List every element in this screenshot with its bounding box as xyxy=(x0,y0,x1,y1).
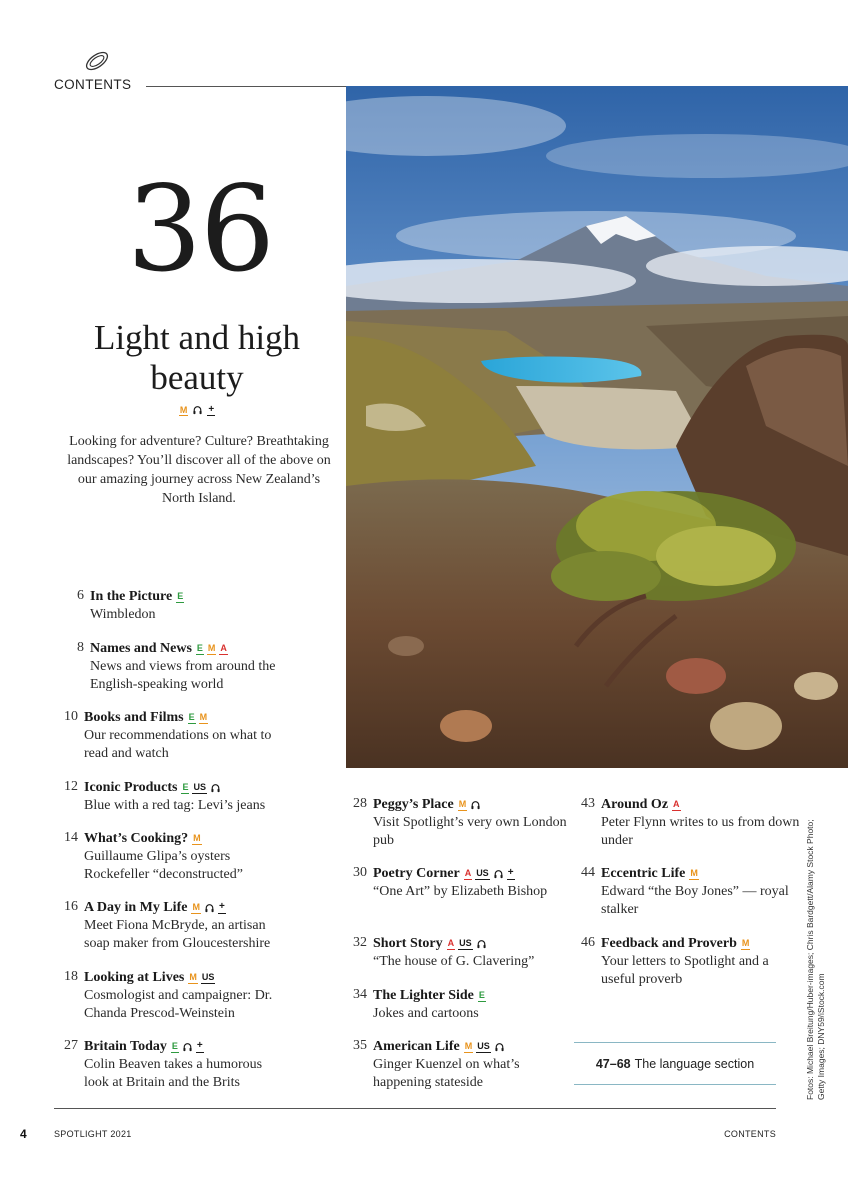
entry-badges xyxy=(478,990,486,1002)
entry-page-number: 43 xyxy=(581,796,595,811)
entry-title-line xyxy=(601,795,801,814)
entry-title-line xyxy=(373,864,573,883)
language-section-label: The language section xyxy=(634,1056,755,1071)
entry-description: Meet Fiona McBryde, an artisan soap maker from Gloucestershire xyxy=(84,918,271,951)
entry-title: In the Picture xyxy=(90,589,173,604)
entry-body xyxy=(90,639,290,694)
entry-title: The Lighter Side xyxy=(373,988,474,1003)
entry-title-line xyxy=(84,778,284,797)
entry-page-number: 12 xyxy=(64,779,78,794)
entry-page-number: 30 xyxy=(353,865,367,880)
hero-photo xyxy=(346,86,848,768)
headphones-icon xyxy=(493,868,504,880)
level-badge-a: A xyxy=(220,643,227,653)
entry-description: Edward “the Boy Jones” — royal stalker xyxy=(601,884,789,917)
entry-title: Poetry Corner xyxy=(373,866,460,881)
entry-description: “The house of G. Clavering” xyxy=(373,954,535,969)
entry-body xyxy=(84,898,284,953)
entry-body xyxy=(373,934,573,971)
entry-body xyxy=(373,1037,573,1092)
entry-title-line xyxy=(84,708,284,727)
entry-title-line xyxy=(84,968,284,987)
level-badge-m: M xyxy=(741,938,750,948)
entry-title: Names and News xyxy=(90,641,192,656)
entry-body xyxy=(601,795,801,850)
level-badge-us: US xyxy=(476,868,489,878)
headphones-icon xyxy=(182,1041,193,1053)
entry-title: American Life xyxy=(373,1039,460,1054)
entry-page-number: 18 xyxy=(64,969,78,984)
entry-body xyxy=(84,1037,284,1092)
entry-body xyxy=(84,778,284,815)
entry-title: Peggy’s Place xyxy=(373,797,454,812)
entry-badges xyxy=(741,938,751,950)
entry-title: What’s Cooking? xyxy=(84,831,189,846)
entry-description: Guillaume Glipa’s oysters Rockefeller “deconstructed” xyxy=(84,849,243,882)
entry-title-line xyxy=(90,587,290,606)
entry-description: Your letters to Spotlight and a useful proverb xyxy=(601,954,769,987)
entry-badges xyxy=(171,1041,204,1053)
entry-description: Visit Spotlight’s very own London pub xyxy=(373,815,567,848)
level-badge-a: A xyxy=(447,938,455,948)
level-badge-m: M xyxy=(199,712,208,722)
headphones-icon xyxy=(470,799,481,811)
level-badge-us: US xyxy=(459,938,472,948)
entry-title-line xyxy=(84,1037,284,1056)
entry-body xyxy=(601,864,801,919)
entry-title-line xyxy=(373,795,573,814)
entry-title-line xyxy=(373,934,573,953)
level-badge-e: E xyxy=(182,782,189,792)
headphones-icon xyxy=(210,782,221,794)
entry-title: Books and Films xyxy=(84,710,184,725)
entry-page-number: 6 xyxy=(77,588,84,603)
level-badge-us: US xyxy=(201,972,215,982)
plus-badge-icon: + xyxy=(218,901,225,912)
entry-title: Around Oz xyxy=(601,797,669,812)
entry-badges xyxy=(191,902,225,914)
entry-badges xyxy=(192,833,202,845)
entry-title-line xyxy=(373,986,573,1005)
entry-page-number: 32 xyxy=(353,935,367,950)
feature-page-number: 36 xyxy=(126,160,274,298)
entry-page-number: 46 xyxy=(581,935,595,950)
entry-page-number: 16 xyxy=(64,899,78,914)
language-section-box[interactable] xyxy=(574,1042,776,1085)
entry-page-number: 35 xyxy=(353,1038,367,1053)
entry-title-line xyxy=(84,829,284,848)
language-section-pages: 47–68 xyxy=(595,1056,631,1071)
section-label: CONTENTS xyxy=(54,77,132,92)
feature-description: Looking for adventure? Culture? Breathtaking landscapes? You’ll discover all of the above on our amazing journey across New Zealand’s North Island. xyxy=(67,434,331,506)
level-badge-e: E xyxy=(171,1041,178,1051)
level-badge-m: M xyxy=(464,1041,473,1051)
entry-badges xyxy=(689,868,699,880)
entry-description: Blue with a red tag: Levi’s jeans xyxy=(84,798,266,813)
entry-badges xyxy=(188,972,215,984)
feature-title-line2: beauty xyxy=(150,358,244,397)
entry-title-line xyxy=(84,898,284,917)
entry-description: Peter Flynn writes to us from down under xyxy=(601,815,800,848)
level-badge-e: E xyxy=(478,990,485,1000)
plus-badge-icon: + xyxy=(208,403,215,415)
headphones-icon xyxy=(204,902,215,914)
level-badge-us: US xyxy=(193,782,206,792)
entry-description: Colin Beaven takes a humorous look at Britain and the Brits xyxy=(84,1057,263,1090)
feature-level-badges xyxy=(52,404,342,416)
entry-badges xyxy=(464,1041,505,1053)
entry-description: Our recommendations on what to read and watch xyxy=(84,728,272,761)
headphones-icon xyxy=(192,404,203,416)
level-badge-a: A xyxy=(673,799,680,809)
entry-description: Wimbledon xyxy=(90,607,156,622)
entry-page-number: 10 xyxy=(64,709,78,724)
entry-page-number: 34 xyxy=(353,987,367,1002)
level-badge-m: M xyxy=(193,833,201,843)
entry-badges xyxy=(458,799,482,811)
entry-title: Short Story xyxy=(373,936,443,951)
entry-page-number: 44 xyxy=(581,865,595,880)
entry-page-number: 27 xyxy=(64,1038,78,1053)
entry-badges xyxy=(181,782,221,794)
plus-badge-icon: + xyxy=(196,1040,203,1051)
level-badge-m: M xyxy=(189,972,197,982)
entry-title: A Day in My Life xyxy=(84,900,188,915)
entry-body xyxy=(84,829,284,884)
headphones-icon xyxy=(476,938,487,950)
page-number: 4 xyxy=(20,1127,27,1141)
bottom-divider xyxy=(54,1108,776,1109)
plus-badge-icon: + xyxy=(507,867,514,878)
level-badge-e: E xyxy=(196,643,203,653)
level-badge-e: E xyxy=(188,712,195,722)
paperclip-logo-icon xyxy=(82,48,112,74)
footer-magazine: SPOTLIGHT 2021 xyxy=(54,1129,132,1139)
entry-description: Cosmologist and campaigner: Dr. Chanda Prescod-Weinstein xyxy=(84,988,273,1021)
level-badge-m: M xyxy=(179,404,188,415)
entry-title: Looking at Lives xyxy=(84,970,185,985)
entry-description: News and views from around the English-speaking world xyxy=(90,659,276,692)
entry-title: Eccentric Life xyxy=(601,866,686,881)
entry-title-line xyxy=(601,934,801,953)
level-badge-m: M xyxy=(192,902,200,912)
level-badge-m: M xyxy=(207,643,216,653)
entry-page-number: 28 xyxy=(353,796,367,811)
entry-badges xyxy=(672,799,681,811)
entry-body xyxy=(373,795,573,850)
entry-body xyxy=(373,986,573,1023)
entry-description: Ginger Kuenzel on what’s happening stateside xyxy=(373,1057,520,1090)
feature-title[interactable] xyxy=(52,318,342,398)
level-badge-m: M xyxy=(458,799,467,809)
footer-section: CONTENTS xyxy=(724,1129,776,1139)
entry-body xyxy=(373,864,573,901)
level-badge-m: M xyxy=(690,868,698,878)
entry-badges xyxy=(176,591,184,603)
entry-badges xyxy=(196,643,228,655)
entry-body xyxy=(84,968,284,1023)
level-badge-e: E xyxy=(177,591,184,601)
photo-credits: Fotos: Michael Breitung/Huber-images; Chris Bardgett/Alamy Stock Photo; Getty Images; DNY59/iStock.com xyxy=(805,819,826,1100)
entry-title-line xyxy=(90,639,290,658)
entry-body xyxy=(90,587,290,624)
level-badge-us: US xyxy=(477,1041,490,1051)
entry-title: Iconic Products xyxy=(84,780,178,795)
entry-description: “One Art” by Elizabeth Bishop xyxy=(373,884,548,899)
entry-body xyxy=(84,708,284,763)
entry-badges xyxy=(447,938,487,950)
entry-title: Britain Today xyxy=(84,1039,167,1054)
level-badge-a: A xyxy=(464,868,472,878)
entry-badges xyxy=(188,712,209,724)
entry-badges xyxy=(464,868,515,880)
entry-page-number: 14 xyxy=(64,830,78,845)
entry-title-line xyxy=(373,1037,573,1056)
entry-page-number: 8 xyxy=(77,640,84,655)
entry-description: Jokes and cartoons xyxy=(373,1006,479,1021)
entry-title-line xyxy=(601,864,801,883)
entry-title: Feedback and Proverb xyxy=(601,936,737,951)
feature-title-line1: Light and high xyxy=(93,318,301,357)
entry-body xyxy=(601,934,801,989)
headphones-icon xyxy=(494,1041,505,1053)
